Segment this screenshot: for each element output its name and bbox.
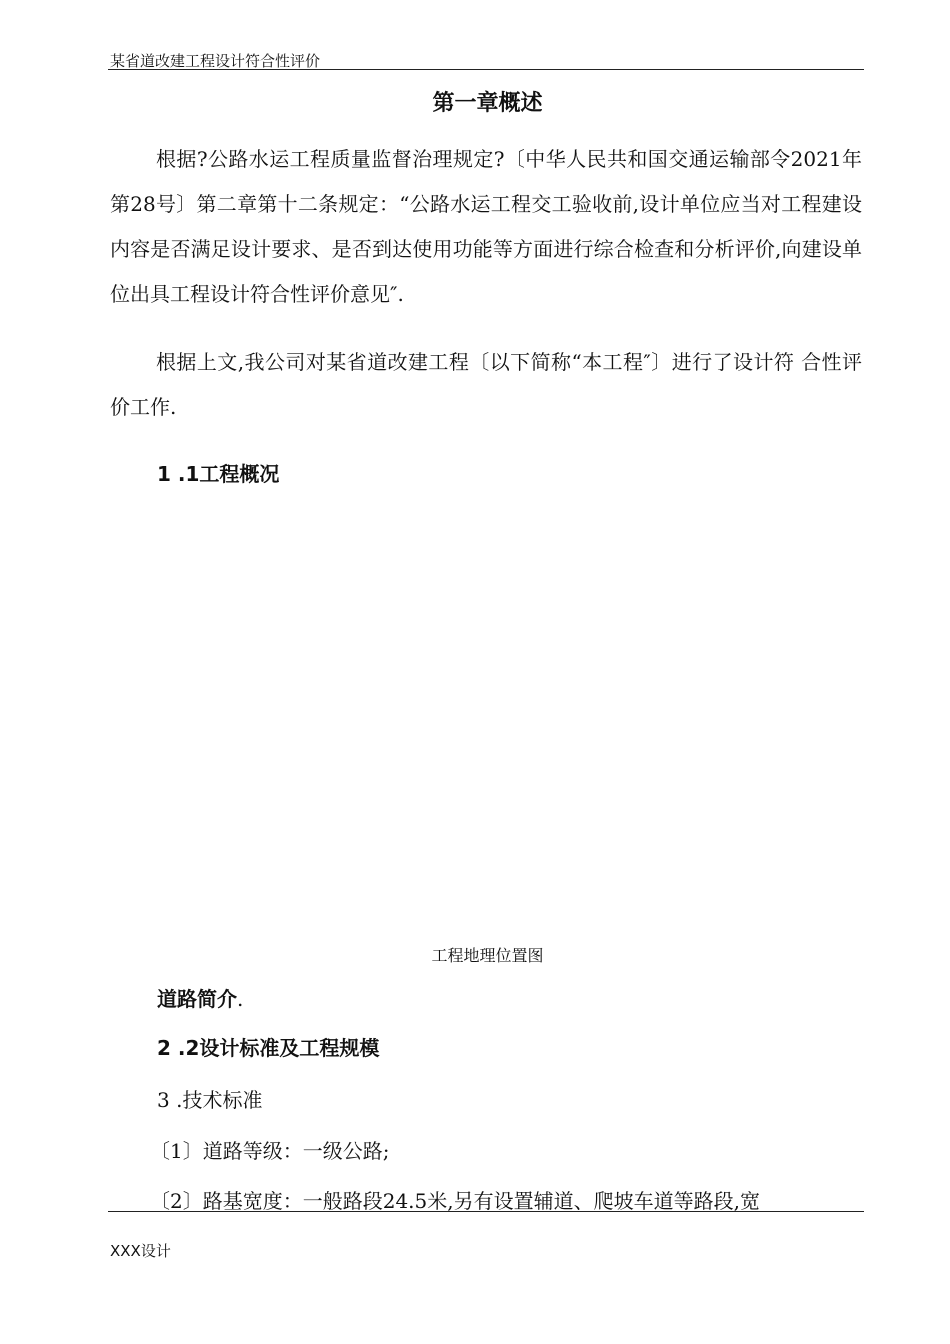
list-item-road-grade: 〔1〕道路等级：一级公路; bbox=[150, 1139, 390, 1163]
paragraph-evaluation-intro: 根据上文,我公司对某省道改建工程〔以下简称“本工程″〕进行了设计符 合性评价工作. bbox=[110, 350, 862, 419]
paragraph-regulation: 根据?公路水运工程质量监督治理规定?〔中华人民共和国交通运输部令2021年第28号〕第二章第十二条规定：“公路水运工程交工验收前,设计单位应当对工程建设内容是否满足设计要求、是否到达使用功能等方面进行综合检查和分析评价,向建设单位出具工程设计符合性评价意见″. bbox=[110, 147, 862, 306]
header-rule bbox=[108, 69, 864, 70]
list-item-subgrade-width: 〔2〕路基宽度：一般路段24.5米,另有设置辅道、爬坡车道等路段,宽 bbox=[150, 1189, 760, 1213]
road-intro-heading bbox=[157, 983, 243, 1012]
chapter-title: 第一章概述 bbox=[432, 91, 543, 116]
road-intro-label: 道路简介 bbox=[157, 987, 237, 1011]
running-footer: XXX设计 bbox=[110, 1242, 171, 1260]
section-heading-2-2: 2 .2设计标准及工程规模 bbox=[157, 1036, 380, 1060]
road-intro-period: . bbox=[237, 987, 244, 1011]
section-heading-3: 3 .技术标准 bbox=[157, 1088, 263, 1112]
section-heading-1-1: 1 .1工程概况 bbox=[157, 462, 280, 486]
running-header: 某省道改建工程设计符合性评价 bbox=[110, 52, 321, 70]
location-map-placeholder bbox=[157, 510, 817, 920]
footer-rule bbox=[108, 1211, 864, 1212]
map-caption: 工程地理位置图 bbox=[431, 946, 544, 965]
